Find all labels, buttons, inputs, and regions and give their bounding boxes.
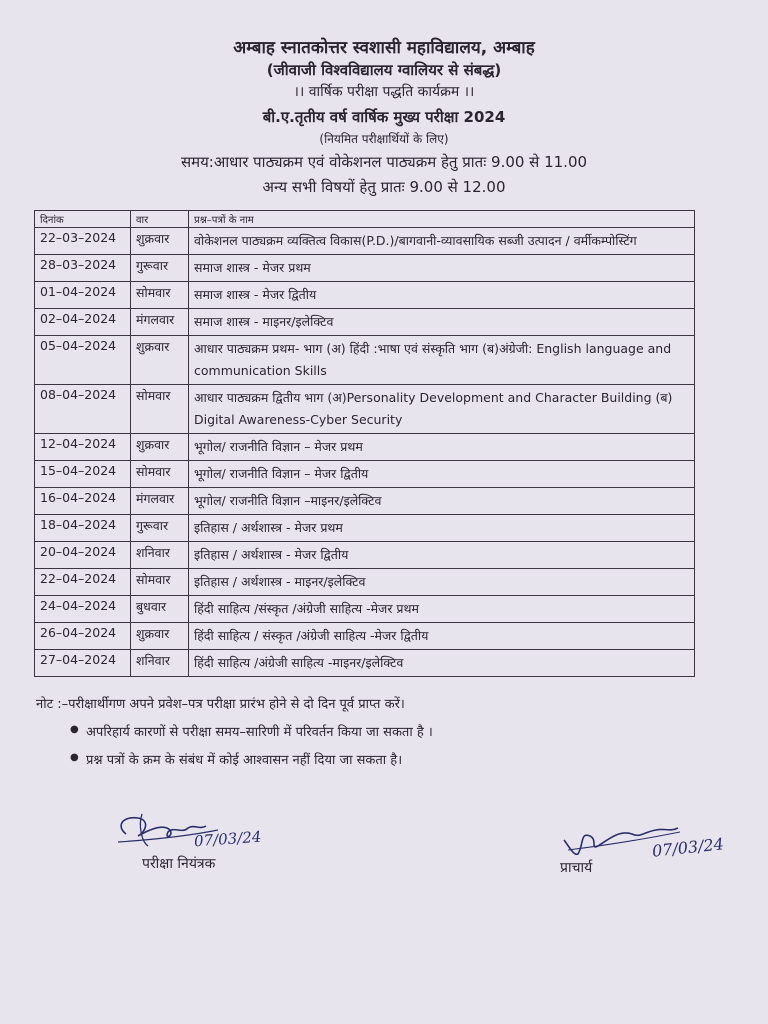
- row-date: 24–04–2024: [35, 596, 131, 623]
- row-date: 12–04–2024: [35, 434, 131, 461]
- table-row: [35, 461, 695, 488]
- row-date: 27–04–2024: [35, 650, 131, 677]
- table-row: [35, 434, 695, 461]
- row-day: मंगलवार: [131, 309, 189, 336]
- row-day: सोमवार: [131, 282, 189, 309]
- row-paper: भूगोल/ राजनीति विज्ञान – मेजर द्वितीय: [189, 461, 695, 488]
- row-paper: भूगोल/ राजनीति विज्ञान –माइनर/इलेक्टिव: [189, 488, 695, 515]
- row-day: सोमवार: [131, 385, 189, 434]
- row-day: शनिवार: [131, 542, 189, 569]
- signature-left-label: परीक्षा नियंत्रक: [142, 856, 216, 872]
- row-paper: इतिहास / अर्थशास्त्र - मेजर द्वितीय: [189, 542, 695, 569]
- college-name: अम्बाह स्नातकोत्तर स्वशासी महाविद्यालय, अम्बाह: [233, 38, 535, 58]
- table-row: [35, 309, 695, 336]
- row-paper: हिंदी साहित्य / संस्कृत /अंग्रेजी साहित्य -मेजर द्वितीय: [189, 623, 695, 650]
- table-row: [35, 228, 695, 255]
- table-row: [35, 623, 695, 650]
- row-date: 18–04–2024: [35, 515, 131, 542]
- affiliation: (जीवाजी विश्वविद्यालय ग्वालियर से संबद्ध): [266, 61, 502, 80]
- row-paper: समाज शास्त्र - मेजर प्रथम: [189, 255, 695, 282]
- row-date: 08–04–2024: [35, 385, 131, 434]
- row-date: 26–04–2024: [35, 623, 131, 650]
- exam-for: (नियमित परीक्षार्थियों के लिए): [319, 132, 449, 147]
- row-date: 22–03–2024: [35, 228, 131, 255]
- row-paper: हिंदी साहित्य /अंग्रेजी साहित्य -माइनर/इलेक्टिव: [189, 650, 695, 677]
- signature-exam-controller: [108, 812, 278, 882]
- notes-section: [36, 694, 736, 778]
- table-row: [35, 282, 695, 309]
- header-paper: प्रश्न–पत्रों के नाम: [189, 211, 695, 228]
- row-day: गुरूवार: [131, 515, 189, 542]
- signature-right-date: 07/03/24: [651, 834, 725, 861]
- row-date: 01–04–2024: [35, 282, 131, 309]
- note-bullet-1: ● अपरिहार्य कारणों से परीक्षा समय–सारिणी में परिवर्तन किया जा सकता है ।: [36, 722, 736, 740]
- table-row: [35, 515, 695, 542]
- header-day: वार: [131, 211, 189, 228]
- row-paper: इतिहास / अर्थशास्त्र - मेजर प्रथम: [189, 515, 695, 542]
- row-date: 16–04–2024: [35, 488, 131, 515]
- row-paper: आधार पाठ्यक्रम प्रथम- भाग (अ) हिंदी :भाषा एवं संस्कृति भाग (ब)अंग्रेजी: English language and communication Skills: [189, 336, 695, 385]
- table-header-row: [35, 211, 695, 228]
- row-paper: समाज शास्त्र - मेजर द्वितीय: [189, 282, 695, 309]
- row-day: शुक्रवार: [131, 336, 189, 385]
- row-paper: समाज शास्त्र - माइनर/इलेक्टिव: [189, 309, 695, 336]
- time-line-2: अन्य सभी विषयों हेतु प्रातः 9.00 से 12.00: [262, 178, 506, 196]
- table-row: [35, 255, 695, 282]
- note-bullet-2: ● प्रश्न पत्रों के क्रम के संबंध में कोई आश्वासन नहीं दिया जा सकता है।: [36, 750, 736, 768]
- row-paper: भूगोल/ राजनीति विज्ञान – मेजर प्रथम: [189, 434, 695, 461]
- exam-title: बी.ए.तृतीय वर्ष वार्षिक मुख्य परीक्षा 2024: [262, 107, 506, 126]
- note-line: नोट :–परीक्षार्थीगण अपने प्रवेश–पत्र परीक्षा प्रारंभ होने से दो दिन पूर्व प्राप्त करें।: [36, 697, 405, 712]
- table-row: [35, 569, 695, 596]
- table-row: [35, 542, 695, 569]
- document-header: [0, 38, 768, 197]
- programme-title: ।। वार्षिक परीक्षा पद्धति कार्यक्रम ।।: [293, 84, 475, 100]
- row-paper: हिंदी साहित्य /संस्कृत /अंग्रेजी साहित्य -मेजर प्रथम: [189, 596, 695, 623]
- header-date: दिनांक: [35, 211, 131, 228]
- table-row: [35, 336, 695, 385]
- row-date: 28–03–2024: [35, 255, 131, 282]
- row-date: 20–04–2024: [35, 542, 131, 569]
- table-row: [35, 650, 695, 677]
- row-day: शुक्रवार: [131, 623, 189, 650]
- row-day: मंगलवार: [131, 488, 189, 515]
- signature-right-label: प्राचार्य: [560, 860, 593, 876]
- row-date: 22–04–2024: [35, 569, 131, 596]
- row-paper: वोकेशनल पाठ्यक्रम व्यक्तित्व विकास(P.D.)/बागवानी-व्यावसायिक सब्जी उत्पादन / वर्मीकम्पोस्टिंग: [189, 228, 695, 255]
- row-day: सोमवार: [131, 461, 189, 488]
- table-row: [35, 488, 695, 515]
- signature-principal: [560, 820, 750, 890]
- schedule-table: [34, 210, 695, 677]
- table-row: [35, 385, 695, 434]
- row-day: शुक्रवार: [131, 228, 189, 255]
- time-line-1: समय:आधार पाठ्यक्रम एवं वोकेशनल पाठ्यक्रम हेतु प्रातः 9.00 से 11.00: [180, 153, 588, 172]
- table-row: [35, 596, 695, 623]
- signature-left-date: 07/03/24: [193, 827, 262, 851]
- row-day: शुक्रवार: [131, 434, 189, 461]
- row-day: सोमवार: [131, 569, 189, 596]
- row-date: 05–04–2024: [35, 336, 131, 385]
- row-paper: इतिहास / अर्थशास्त्र - माइनर/इलेक्टिव: [189, 569, 695, 596]
- row-day: बुधवार: [131, 596, 189, 623]
- row-day: शनिवार: [131, 650, 189, 677]
- row-day: गुरूवार: [131, 255, 189, 282]
- row-paper: आधार पाठ्यक्रम द्वितीय भाग (अ)Personality Development and Character Building (ब) Digital Awareness-Cyber Security: [189, 385, 695, 434]
- row-date: 15–04–2024: [35, 461, 131, 488]
- row-date: 02–04–2024: [35, 309, 131, 336]
